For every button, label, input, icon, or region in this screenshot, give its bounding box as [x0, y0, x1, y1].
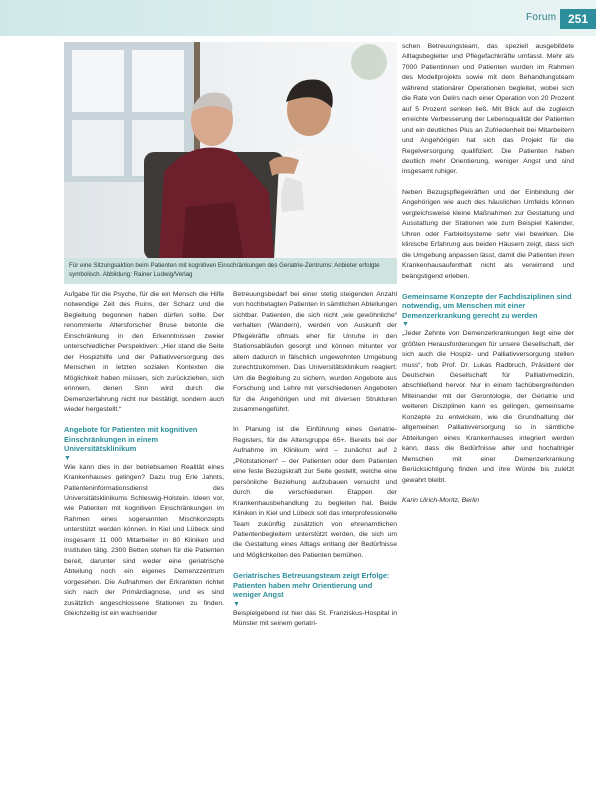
- paragraph: In Planung ist die Einführung eines Geriatrie-Registers, für die Altersgruppe 65+. Bereits bei der Aufnahme im Klinikum wird – zunächst auf 2 „Pilotstationen“ – der Patienten oder dem Patienten eine feste Bezugskraft zur Seite gestellt, welche eine persönliche Beziehung aufzubauen versucht und durch die verschiedenen Etappen der Krankenhausbehandlung zu begleiten hat. Beide Kliniken in Kiel und Lübeck soll das interprofessionelle Team zukünftig zusätzlich von ehrenamtlichen Patientenbegleitern unterstützt werden, die sich um die Gestaltung eines Alltags entlang der Bedürfnisse und Möglichkeiten des Patienten bemühen.: [233, 426, 397, 559]
- paragraph: Beispielgebend ist hier das St. Franziskus-Hospital in Münster mit seinem geriatri-: [233, 609, 397, 627]
- subheading: Geriatrisches Betreuungsteam zeigt Erfolge: Patienten haben mehr Orientierung und weniger Angst: [233, 571, 390, 600]
- column-middle: [233, 290, 397, 629]
- page-number: 251: [560, 9, 596, 29]
- spacer: [402, 282, 574, 292]
- header-band: [0, 0, 596, 36]
- subheading: Gemeinsame Konzepte der Fachdisziplinen sind notwendig, um Menschen mit einer Demenzerkrankung gerecht zu werden: [402, 291, 572, 320]
- spacer: [64, 415, 224, 425]
- spacer: [233, 415, 397, 425]
- column-right: [402, 42, 574, 506]
- article-photo: [64, 42, 397, 260]
- arrow-down-icon: ▼: [233, 600, 240, 608]
- paragraph: Neben Bezugspflegekräften und der Einbindung der Angehörigen wie auch des häuslichen Umfelds können vergleichsweise kleine Maßnahmen zur Gestaltung und Ausstattung der Stationen wie zum Beispiel Kalender, Uhren oder Farbleitsysteme sehr viel bewirken. Die klinische Erfahrung aus beiden Häusern zeigt, dass sich die Umgebung anpassen lässt, damit die Patienten ihren Krankenhausaufenthalt nicht als verwirrend und beängstigend erleben.: [402, 188, 574, 280]
- spacer: [402, 178, 574, 188]
- paragraph: Aufgabe für die Psyche, für die ein Mensch die Hilfe notwendige Zeit des Ruins, der Scharz und die Begleitung begonnen haben dürfen sollte. Der renommierte Altersforscher Bruse betonte die Einschränkung in den Erkenntnissen zweier unterschiedlicher Perspektiven: „Hier stand die Seite der Hospizhilfe und der Palliativversorgung des Menschen in letzten sozialen Kontexten die Möglichkeit haben müssen, sich zurückziehen, sich erinnern, denen Sinn wird durch die Demenzerfahrung nicht nur bestätigt, sondern auch wieder hergestellt.“: [64, 291, 224, 413]
- paragraph: „Jeder Zehnte von Demenzerkrankungen liegt eine der größten Herausforderungen für unsere Gesellschaft, der sich auch die Hospiz- und Palliativversorgung stellen muss“, hob Prof. Dr. Lukas Radbruch, Präsident der Deutschen Gesellschaft für Palliativmedizin, abschließend hervor. Nur in einem fachübergreifenden Miteinander mit der Gerontologie, der Geriatrie und weiteren Disziplinen kann es gelingen, gemeinsame Konzepte zu entwickeln, wie die Grundhaltung der allgemeinen Palliativversorgung so in sämtliche Abteilungen eines Krankenhauses integriert werden kann, dass die Bedürfnisse alter und hochaltriger Menschen mit einer Demenzerkrankung Berücksichtigung finden und ihre Würde bis zuletzt gewahrt bleibt.: [402, 330, 574, 484]
- spacer: [402, 486, 574, 496]
- photo-illustration: [64, 42, 397, 260]
- paragraph: schen Betreuungsteam, das speziell ausgebildete Alltagsbegleiter und Pflegefachkräfte umfasst. Mehr als 7000 Patientinnen und Patienten wurden im Rahmen des Modellprojekts sowie mit dem Behandlungsteam während stationärer Operationen begleitet, wobei sich die Rate von Delirs nach einer Operation von 20 Prozent auf 5 Prozent senken ließ. Mit Blick auf die zugleich erreichte Verbesserung der Lebensqualität der Patienten und ein deutliches Plus an Zufriedenheit bei Mitarbeitern und Angehörigen hat sich das Projekt für die Regelversorgung qualifiziert. Die Patienten haben deutlich mehr Orientierung, weniger Angst und sind insgesamt ruhiger.: [402, 43, 574, 176]
- author-line: Karin Ulrich-Moritz, Berlin: [402, 496, 480, 504]
- spacer: [233, 561, 397, 571]
- arrow-down-icon: ▼: [402, 321, 409, 329]
- section-label: Forum: [526, 12, 557, 23]
- subheading: Angebote für Patienten mit kognitiven Einschränkungen in einem Universitätsklinikum: [64, 425, 198, 454]
- paragraph: Betreuungsbedarf bei einer stetig steigenden Anzahl von hochbetagten Patienten in sämtlichen Abteilungen sichtbar. Patienten, die sich nicht „wie gewöhnliche“ verhalten (Wandern), werden von Auskunft der Pflegekräfte oftmals eher für Unruhe in den Stationsabläufen gesorgt und können mitunter vor allem dadurch in fälschlich ungewohnten Umgebung zurechtzukommen. Das Universitätsklinikum reagiert: Um die Begleitung zu sichern, wurden Angebote aus Forschung und Lehre mit verschiedenen Angeboten für die Angehörigen und mit diversen Strukturen zusammengeführt.: [233, 291, 397, 413]
- column-left: [64, 290, 224, 619]
- arrow-down-icon: ▼: [64, 454, 71, 462]
- photo-caption: Für eine Sitzungsaktion beim Patienten mit kognitiven Einschränkungen des Geriatrie-Zentrums: Anbieter erfolgte symbolisch. Abbildung: Rainer Ludwig/Verlag: [64, 258, 397, 284]
- paragraph: Wie kann dies in der betriebsamen Realität eines Krankenhauses gelingen? Dazu trug Erle Jahnts, Patienteninformationsdienst des Universitätsklinikums Schleswig-Holstein. Ideen vor, wie Patienten mit kognitiven Einschränkungen im Rahmen eines sogenannten Mischkonzepts unterstützt werden können. In Kiel und Lübeck sind insgesamt 11 000 Mitarbeiter in 80 Kliniken und Instituten tätig. 2300 Betten stehen für die Patienten bereit, darunter sind weder eine geriatrische Abteilung noch ein eigenes Demenzzentrum vorgesehen. Die Aufnahmen der Erkrankten richtet sich nach der Primärdiagnose, und es sind zusätzlich angeschlossene Stationen zu finden. Gleichzeitig ist ein wachsender: [64, 463, 224, 617]
